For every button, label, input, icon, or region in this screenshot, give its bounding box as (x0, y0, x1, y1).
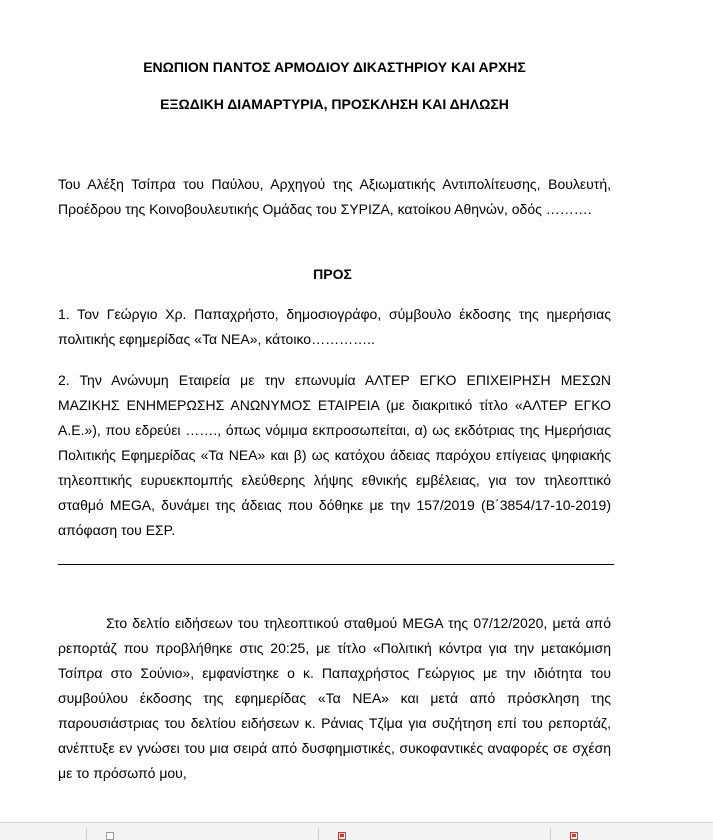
sender-paragraph: Του Αλέξη Τσίπρα του Παύλου, Αρχηγού της Αξιωματικής Αντιπολίτευσης, Βουλευτή, Προέδρου της Κοινοβουλευτικής Ομάδας του ΣΥΡΙΖΑ, κατοίκου Αθηνών, οδός ………. (58, 176, 611, 217)
pros-heading: ΠΡΟΣ (313, 266, 352, 282)
sender-block (58, 172, 611, 222)
recipient-2-paragraph: 2. Την Ανώνυμη Εταιρεία με την επωνυμία ΑΛΤΕΡ ΕΓΚΟ ΕΠΙΧΕΙΡΗΣΗ ΜΕΣΩΝ ΜΑΖΙΚΗΣ ΕΝΗΜΕΡΩΣΗΣ ΑΝΩΝΥΜΟΣ ΕΤΑΙΡΕΙΑ (με διακριτικό τίτλο «ΑΛΤΕΡ ΕΓΚΟ Α.Ε.»), που εδρεύει ……., όπως νόμιμα εκπροσωπείται, α) ως εκδότριας της Ημερήσιας Πολιτικής Εφημερίδας «Τα ΝΕΑ» και β) ως κατόχου άδειας παρόχου επίγειας ψηφιακής τηλεοπτικής ευρυεκπομπής ελεύθερης λήψης εθνικής εμβέλειας, για τον τηλεοπτικό σταθμό MEGA, δυνάμει της άδειας που δόθηκε με την 157/2019 (Β΄3854/17-10-2019) απόφαση του ΕΣΡ. (58, 372, 611, 538)
bar-separator (86, 828, 87, 840)
recipient-1-paragraph: 1. Τον Γεώργιο Χρ. Παπαχρήστο, δημοσιογράφο, σύμβουλο έκδοσης της ημερήσιας πολιτικής εφημερίδας «Τα ΝΕΑ», κάτοικο………….. (58, 306, 611, 347)
bar-separator (550, 828, 551, 840)
download-bar (0, 822, 713, 840)
body-block (58, 611, 611, 786)
recipient-1-block (58, 302, 611, 352)
document-title-line-2: ΕΞΩΔΙΚΗ ΔΙΑΜΑΡΤΥΡΙΑ, ΠΡΟΣΚΛΗΣΗ ΚΑΙ ΔΗΛΩΣΗ (160, 96, 509, 112)
recipient-2-block (58, 368, 611, 543)
section-divider (58, 564, 614, 565)
body-paragraph: Στο δελτίο ειδήσεων του τηλεοπτικού σταθμού MEGA της 07/12/2020, μετά από ρεπορτάζ που προβλήθηκε στις 20:25, με τίτλο «Πολιτική κόντρα για την μετακόμιση Τσίπρα στο Σούνιο», εμφανίστηκε ο κ. Παπαχρήστος Γεώργιος με την ιδιότητα του συμβούλου έκδοσης της εφημερίδας «Τα ΝΕΑ» και μετά από πρόσκληση της παρουσιάστριας του δελτίου ειδήσεων κ. Ράνιας Τζίμα για συζήτηση επί του ρεπορτάζ, ανέπτυξε εν γνώσει του μια σειρά από δυσφημιστικές, συκοφαντικές αναφορές σε σχέση με το πρόσωπό μου, (58, 615, 611, 781)
document-title-line-1: ΕΝΩΠΙΟΝ ΠΑΝΤΟΣ ΑΡΜΟΔΙΟΥ ΔΙΚΑΣΤΗΡΙΟΥ ΚΑΙ ΑΡΧΗΣ (143, 59, 526, 75)
bar-separator (318, 828, 319, 840)
